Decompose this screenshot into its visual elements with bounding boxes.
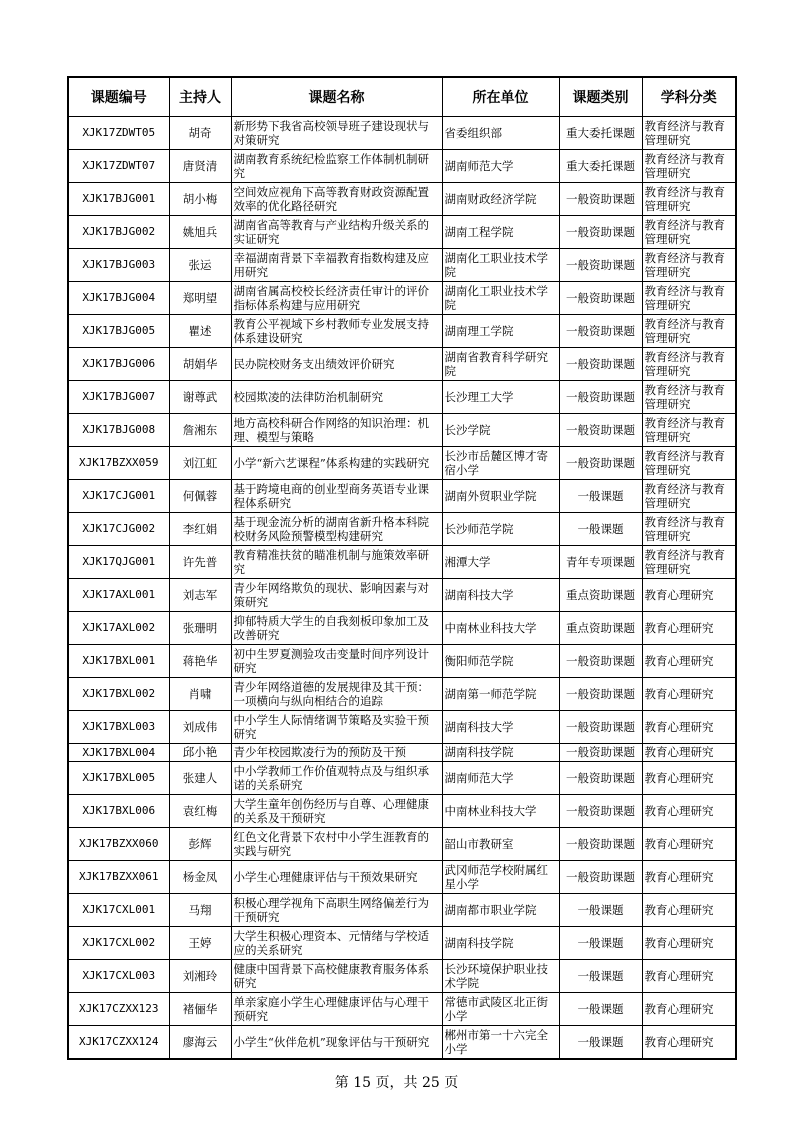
cell-subject: 教育心理研究 [642,993,736,1026]
cell-unit: 湖南都市职业学院 [442,894,559,927]
cell-subject: 教育心理研究 [642,579,736,612]
cell-subject: 教育经济与教育管理研究 [642,447,736,480]
cell-project-code: XJK17CXL003 [68,960,169,993]
cell-project-code: XJK17ZDWT07 [68,150,169,183]
table-row [68,645,736,678]
table-row [68,927,736,960]
cell-unit: 湖南第一师范学院 [442,678,559,711]
cell-unit: 湖南外贸职业学院 [442,480,559,513]
cell-subject: 教育心理研究 [642,711,736,744]
cell-host: 刘江虹 [169,447,231,480]
table-row [68,282,736,315]
cell-category: 一般资助课题 [559,348,642,381]
cell-unit: 郴州市第一十六完全小学 [442,1026,559,1060]
table-row [68,381,736,414]
cell-category: 重大委托课题 [559,150,642,183]
cell-category: 一般资助课题 [559,315,642,348]
cell-unit: 中南林业科技大学 [442,795,559,828]
cell-project-code: XJK17BJG008 [68,414,169,447]
table-row [68,348,736,381]
cell-host: 张运 [169,249,231,282]
table-row [68,861,736,894]
cell-project-title: 红色文化背景下农村中小学生涯教育的实践与研究 [231,828,442,861]
table-header-row [68,77,736,117]
cell-project-code: XJK17CJG001 [68,480,169,513]
cell-host: 胡娟华 [169,348,231,381]
cell-subject: 教育经济与教育管理研究 [642,513,736,546]
table-row [68,795,736,828]
cell-unit: 长沙市岳麓区博才寄宿小学 [442,447,559,480]
cell-category: 一般资助课题 [559,183,642,216]
cell-project-title: 地方高校科研合作网络的知识治理：机理、模型与策略 [231,414,442,447]
cell-category: 一般课题 [559,480,642,513]
cell-category: 一般课题 [559,960,642,993]
cell-host: 谢尊武 [169,381,231,414]
cell-host: 邱小艳 [169,744,231,762]
table-row [68,993,736,1026]
cell-project-title: 幸福湖南背景下幸福教育指数构建及应用研究 [231,249,442,282]
cell-host: 刘湘玲 [169,960,231,993]
cell-subject: 教育心理研究 [642,678,736,711]
cell-project-code: XJK17BJG003 [68,249,169,282]
cell-category: 青年专项课题 [559,546,642,579]
table-body [68,117,736,1060]
cell-subject: 教育经济与教育管理研究 [642,414,736,447]
cell-project-code: XJK17ZDWT05 [68,117,169,150]
cell-host: 刘成伟 [169,711,231,744]
cell-subject: 教育心理研究 [642,762,736,795]
cell-category: 一般资助课题 [559,711,642,744]
cell-host: 马翔 [169,894,231,927]
cell-project-code: XJK17CXL001 [68,894,169,927]
cell-subject: 教育经济与教育管理研究 [642,282,736,315]
cell-project-title: 湖南省高等教育与产业结构升级关系的实证研究 [231,216,442,249]
cell-category: 一般资助课题 [559,678,642,711]
cell-host: 何佩蓉 [169,480,231,513]
cell-subject: 教育心理研究 [642,645,736,678]
header-category: 课题类别 [559,77,642,117]
cell-project-code: XJK17BXL006 [68,795,169,828]
cell-host: 詹湘东 [169,414,231,447]
table-row [68,1026,736,1060]
cell-category: 一般课题 [559,927,642,960]
cell-host: 褚俪华 [169,993,231,1026]
cell-unit: 长沙环境保护职业技术学院 [442,960,559,993]
cell-subject: 教育经济与教育管理研究 [642,150,736,183]
cell-unit: 衡阳师范学院 [442,645,559,678]
cell-unit: 湖南化工职业技术学院 [442,249,559,282]
cell-project-code: XJK17BJG007 [68,381,169,414]
table-row [68,744,736,762]
cell-unit: 湖南省教育科学研究院 [442,348,559,381]
cell-subject: 教育经济与教育管理研究 [642,216,736,249]
cell-subject: 教育经济与教育管理研究 [642,381,736,414]
cell-unit: 湖南科技大学 [442,711,559,744]
cell-project-title: 中小学生人际情绪调节策略及实验干预研究 [231,711,442,744]
table-row [68,762,736,795]
cell-host: 袁红梅 [169,795,231,828]
cell-host: 唐贤清 [169,150,231,183]
cell-subject: 教育经济与教育管理研究 [642,315,736,348]
table-row [68,513,736,546]
cell-unit: 武冈师范学校附属红星小学 [442,861,559,894]
cell-subject: 教育心理研究 [642,927,736,960]
cell-category: 一般资助课题 [559,762,642,795]
cell-unit: 省委组织部 [442,117,559,150]
cell-unit: 常德市武陵区北正街小学 [442,993,559,1026]
cell-category: 一般资助课题 [559,744,642,762]
table-row [68,894,736,927]
cell-category: 一般资助课题 [559,216,642,249]
cell-project-title: 空间效应视角下高等教育财政资源配置效率的优化路径研究 [231,183,442,216]
cell-category: 一般资助课题 [559,828,642,861]
project-table [67,76,737,1060]
cell-host: 张珊明 [169,612,231,645]
cell-project-title: 抑郁特质大学生的自我刻板印象加工及改善研究 [231,612,442,645]
cell-host: 廖海云 [169,1026,231,1060]
cell-host: 张建人 [169,762,231,795]
header-project-code: 课题编号 [68,77,169,117]
cell-category: 一般资助课题 [559,381,642,414]
cell-project-title: 单亲家庭小学生心理健康评估与心理干预研究 [231,993,442,1026]
cell-subject: 教育经济与教育管理研究 [642,348,736,381]
header-unit: 所在单位 [442,77,559,117]
cell-project-title: 青少年网络欺负的现状、影响因素与对策研究 [231,579,442,612]
table-row [68,150,736,183]
cell-project-title: 小学“新六艺课程”体系构建的实践研究 [231,447,442,480]
cell-project-code: XJK17BXL001 [68,645,169,678]
cell-project-title: 青少年网络道德的发展规律及其干预：一项横向与纵向相结合的追踪 [231,678,442,711]
cell-project-title: 湖南教育系统纪检监察工作体制机制研究 [231,150,442,183]
table-row [68,579,736,612]
page-footer: 第 15 页，共 25 页 [334,1075,459,1091]
cell-category: 重点资助课题 [559,579,642,612]
cell-host: 刘志军 [169,579,231,612]
table-row [68,678,736,711]
cell-category: 重大委托课题 [559,117,642,150]
cell-host: 蒋艳华 [169,645,231,678]
cell-project-code: XJK17BXL005 [68,762,169,795]
cell-host: 胡奇 [169,117,231,150]
cell-project-code: XJK17BXL003 [68,711,169,744]
table-row [68,960,736,993]
cell-category: 重点资助课题 [559,612,642,645]
cell-category: 一般资助课题 [559,861,642,894]
cell-host: 姚旭兵 [169,216,231,249]
table-row [68,546,736,579]
cell-unit: 湖南科技大学 [442,579,559,612]
cell-category: 一般资助课题 [559,282,642,315]
cell-unit: 中南林业科技大学 [442,612,559,645]
cell-subject: 教育心理研究 [642,828,736,861]
cell-project-title: 湖南省属高校校长经济责任审计的评价指标体系构建与应用研究 [231,282,442,315]
cell-unit: 湖南工程学院 [442,216,559,249]
cell-project-title: 青少年校园欺凌行为的预防及干预 [231,744,442,762]
cell-unit: 湖南师范大学 [442,762,559,795]
cell-project-title: 初中生罗夏测验攻击变量时间序列设计研究 [231,645,442,678]
cell-host: 彭辉 [169,828,231,861]
cell-project-code: XJK17BJG002 [68,216,169,249]
cell-project-code: XJK17BZXX059 [68,447,169,480]
table-row [68,414,736,447]
cell-category: 一般课题 [559,513,642,546]
cell-host: 王婷 [169,927,231,960]
cell-project-code: XJK17BJG001 [68,183,169,216]
cell-subject: 教育心理研究 [642,1026,736,1060]
cell-project-code: XJK17AXL001 [68,579,169,612]
cell-project-title: 小学生心理健康评估与干预效果研究 [231,861,442,894]
cell-project-code: XJK17BZXX060 [68,828,169,861]
cell-subject: 教育心理研究 [642,960,736,993]
table-row [68,249,736,282]
cell-unit: 湖南理工学院 [442,315,559,348]
cell-project-code: XJK17AXL002 [68,612,169,645]
cell-subject: 教育经济与教育管理研究 [642,480,736,513]
table-row [68,315,736,348]
cell-unit: 湖南科技学院 [442,744,559,762]
cell-project-title: 教育精准扶贫的瞄准机制与施策效率研究 [231,546,442,579]
cell-unit: 湖南财政经济学院 [442,183,559,216]
cell-project-code: XJK17CZXX124 [68,1026,169,1060]
table-row [68,117,736,150]
header-host: 主持人 [169,77,231,117]
cell-project-title: 小学生“伙伴危机”现象评估与干预研究 [231,1026,442,1060]
cell-project-code: XJK17BZXX061 [68,861,169,894]
table-row [68,480,736,513]
cell-subject: 教育经济与教育管理研究 [642,183,736,216]
cell-project-code: XJK17BXL004 [68,744,169,762]
cell-project-title: 大学生童年创伤经历与自尊、心理健康的关系及干预研究 [231,795,442,828]
cell-host: 杨金凤 [169,861,231,894]
cell-unit: 长沙理工大学 [442,381,559,414]
cell-host: 郑明望 [169,282,231,315]
cell-project-code: XJK17BJG005 [68,315,169,348]
cell-unit: 湖南化工职业技术学院 [442,282,559,315]
cell-project-title: 中小学教师工作价值观特点及与组织承诺的关系研究 [231,762,442,795]
cell-host: 李红娟 [169,513,231,546]
cell-host: 胡小梅 [169,183,231,216]
cell-host: 许先普 [169,546,231,579]
cell-project-title: 新形势下我省高校领导班子建设现状与对策研究 [231,117,442,150]
cell-unit: 湖南科技学院 [442,927,559,960]
cell-unit: 湘潭大学 [442,546,559,579]
cell-project-title: 大学生积极心理资本、元情绪与学校适应的关系研究 [231,927,442,960]
table-row [68,447,736,480]
cell-host: 肖啸 [169,678,231,711]
cell-category: 一般资助课题 [559,249,642,282]
cell-category: 一般课题 [559,1026,642,1060]
cell-category: 一般课题 [559,894,642,927]
cell-project-code: XJK17BXL002 [68,678,169,711]
cell-project-title: 校园欺凌的法律防治机制研究 [231,381,442,414]
cell-host: 瞿述 [169,315,231,348]
cell-unit: 韶山市教研室 [442,828,559,861]
cell-subject: 教育心理研究 [642,894,736,927]
cell-project-code: XJK17CZXX123 [68,993,169,1026]
table-row [68,711,736,744]
header-subject: 学科分类 [642,77,736,117]
cell-project-code: XJK17BJG004 [68,282,169,315]
cell-project-code: XJK17QJG001 [68,546,169,579]
cell-project-title: 基于现金流分析的湖南省新升格本科院校财务风险预警模型构建研究 [231,513,442,546]
cell-subject: 教育经济与教育管理研究 [642,546,736,579]
cell-project-title: 教育公平视域下乡村教师专业发展支持体系建设研究 [231,315,442,348]
cell-subject: 教育心理研究 [642,744,736,762]
table-row [68,183,736,216]
cell-subject: 教育心理研究 [642,861,736,894]
cell-category: 一般资助课题 [559,645,642,678]
cell-project-code: XJK17BJG006 [68,348,169,381]
cell-category: 一般资助课题 [559,414,642,447]
cell-category: 一般课题 [559,993,642,1026]
cell-category: 一般资助课题 [559,447,642,480]
cell-project-title: 积极心理学视角下高职生网络偏差行为干预研究 [231,894,442,927]
header-project-title: 课题名称 [231,77,442,117]
cell-category: 一般资助课题 [559,795,642,828]
cell-subject: 教育心理研究 [642,612,736,645]
table-row [68,828,736,861]
cell-project-title: 健康中国背景下高校健康教育服务体系研究 [231,960,442,993]
cell-unit: 长沙师范学院 [442,513,559,546]
cell-unit: 长沙学院 [442,414,559,447]
cell-subject: 教育心理研究 [642,795,736,828]
cell-subject: 教育经济与教育管理研究 [642,117,736,150]
table-row [68,612,736,645]
cell-project-code: XJK17CJG002 [68,513,169,546]
cell-project-code: XJK17CXL002 [68,927,169,960]
table-row [68,216,736,249]
cell-unit: 湖南师范大学 [442,150,559,183]
cell-project-title: 基于跨境电商的创业型商务英语专业课程体系研究 [231,480,442,513]
cell-project-title: 民办院校财务支出绩效评价研究 [231,348,442,381]
cell-subject: 教育经济与教育管理研究 [642,249,736,282]
